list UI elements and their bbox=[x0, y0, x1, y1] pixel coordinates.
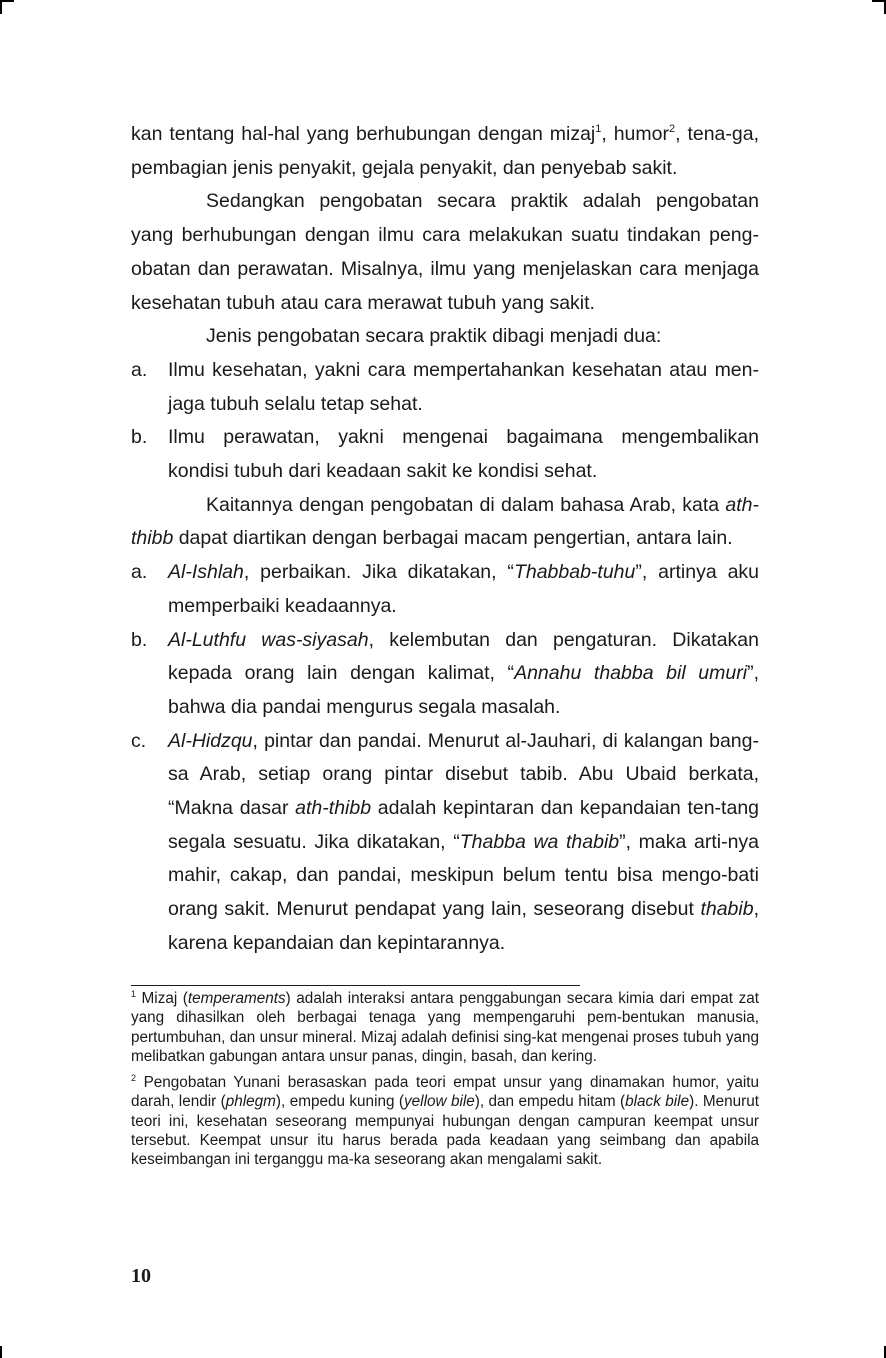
list-item: a. Ilmu kesehatan, yakni cara mempertahankan kesehatan atau men-jaga tubuh selalu tetap sehat. bbox=[131, 354, 759, 421]
list-marker: b. bbox=[131, 426, 148, 449]
list-marker: c. bbox=[131, 729, 147, 752]
footnote-divider bbox=[131, 985, 580, 986]
paragraph-3: Jenis pengobatan secara praktik dibagi menjadi dua: bbox=[206, 325, 662, 348]
body-text bbox=[131, 118, 759, 961]
list-item: b. Ilmu perawatan, yakni mengenai bagaimana mengembalikan kondisi tubuh dari keadaan sakit ke kondisi sehat. bbox=[131, 421, 759, 488]
paragraph-2: Sedangkan pengobatan secara praktik adalah pengobatan yang berhubungan dengan ilmu cara melakukan suatu tindakan peng-obatan dan perawatan. Misalnya, ilmu yang menjelaskan cara menjaga kesehatan tubuh atau cara merawat tubuh yang sakit. bbox=[131, 190, 759, 314]
paragraph-4: Kaitannya dengan pengobatan di dalam bahasa Arab, kata ath-thibb dapat diartikan dengan berbagai macam pengertian, antara lain. bbox=[131, 493, 759, 550]
footnote-ref-1[interactable]: 1 bbox=[595, 123, 602, 135]
footnotes bbox=[131, 989, 759, 1177]
paragraph-1: kan tentang hal-hal yang berhubungan dengan mizaj$^1$, humor$^2$, tena-ga, pembagian jenis penyakit, gejala penyakit, dan penyebab sakit. bbox=[131, 123, 760, 179]
footnote-2: $^2$ Pengobatan Yunani berasaskan pada teori empat unsur yang dinamakan humor, yaitu darah, lendir (phlegm), empedu kuning (yellow bile), dan empedu hitam (black bile). Menurut teori ini, kesehatan seseorang mempunyai hubungan dengan campuran keempat unsur tersebut. Keempat unsur itu harus berada pada keadaan yang seimbang dan apabila keseimbangan ini terganggu ma-ka seseorang akan mengalami sakit. bbox=[131, 1073, 759, 1169]
list-marker: a. bbox=[131, 561, 148, 584]
list-practice-types bbox=[131, 354, 759, 489]
list-marker: b. bbox=[131, 628, 148, 651]
list-meanings bbox=[131, 556, 759, 960]
footnote-1: $^1$ Mizaj (temperaments) adalah interaksi antara penggabungan secara kimia dari empat zat yang dihasilkan oleh berbagai tenaga yang mempengaruhi pem-bentukan manusia, pertumbuhan, dan unsur mineral. Mizaj adalah definisi sing-kat mengenai proses tubuh yang melibatkan gabungan antara unsur panas, dingin, basah, dan kering. bbox=[131, 989, 759, 1065]
list-item: b. Al-Luthfu was-siyasah, kelembutan dan pengaturan. Dikatakan kepada orang lain dengan kalimat, “Annahu thabba bil umuri”, bahwa dia pandai mengurus segala masalah. bbox=[131, 624, 759, 725]
crop-mark-top-left-h bbox=[0, 0, 14, 2]
page-number: 10 bbox=[131, 1265, 151, 1287]
list-marker: a. bbox=[131, 358, 148, 381]
list-item: c. Al-Hidzqu, pintar dan pandai. Menurut al-Jauhari, di kalangan bang-sa Arab, setiap orang pintar disebut tabib. Abu Ubaid berkata, “Makna dasar ath-thibb adalah kepintaran dan kepandaian ten-tang segala sesuatu. Jika dikatakan, “Thabba wa thabib”, maka arti-nya mahir, cakap, dan pandai, meskipun belum tentu bisa mengo-bati orang sakit. Menurut pendapat yang lain, seseorang disebut thabib, karena kepandaian dan kepintarannya. bbox=[131, 725, 759, 961]
term-ath-thibb: ath-thibb bbox=[131, 493, 759, 550]
footnote-ref-2[interactable]: 2 bbox=[669, 123, 676, 135]
crop-mark-bottom-left-v bbox=[0, 1346, 2, 1358]
crop-mark-top-left-v bbox=[0, 0, 2, 14]
list-item: a. Al-Ishlah, perbaikan. Jika dikatakan, “Thabbab-tuhu”, artinya aku memperbaiki keadaannya. bbox=[131, 556, 759, 623]
